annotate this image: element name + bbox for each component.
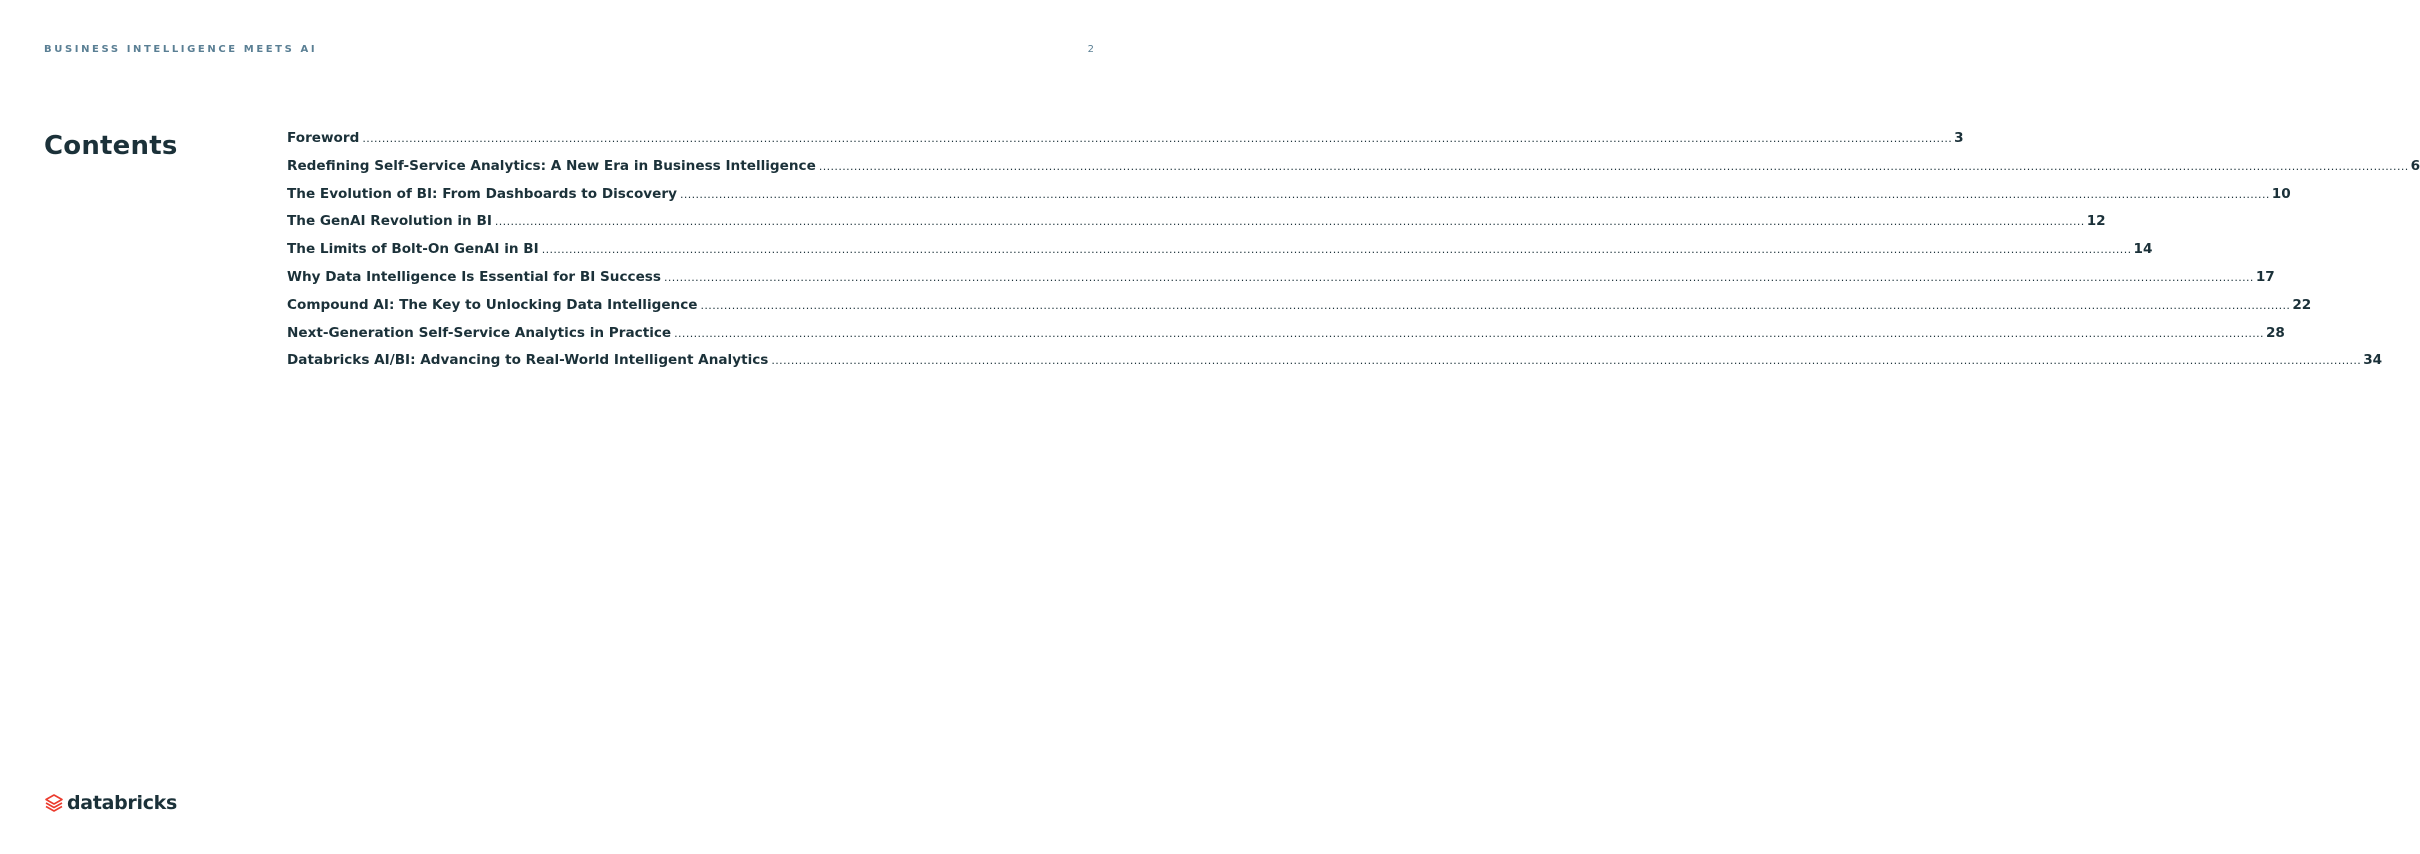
toc-dot-leader — [674, 327, 2264, 340]
toc-entry-page: 17 — [2255, 268, 2275, 285]
toc-entry-page: 10 — [2271, 185, 2291, 202]
toc-entry-title: Compound AI: The Key to Unlocking Data Intelligence — [287, 296, 698, 313]
toc-entry-limits-bolt-on[interactable] — [287, 241, 2153, 269]
toc-entry-next-generation[interactable] — [287, 324, 2285, 353]
toc-entry-genai-revolution[interactable] — [287, 213, 2106, 241]
toc-entry-page: 34 — [2363, 352, 2383, 369]
running-header: BUSINESS INTELLIGENCE MEETS AI — [44, 44, 318, 55]
toc-entry-title: The Limits of Bolt-On GenAI in BI — [287, 241, 539, 258]
toc-entry-redefining-self-service[interactable] — [287, 157, 2420, 186]
toc-entry-title: Redefining Self-Service Analytics: A New Era in Business Intelligence — [287, 157, 816, 174]
toc-entry-page: 12 — [2086, 213, 2106, 230]
databricks-logo — [44, 791, 177, 815]
page-number: 2 — [1087, 44, 1094, 55]
toc-dot-leader — [819, 160, 2409, 173]
toc-dot-leader — [771, 354, 2361, 367]
toc-entry-databricks-ai-bi[interactable] — [287, 352, 2383, 380]
toc-entry-evolution-of-bi[interactable] — [287, 185, 2291, 214]
toc-entry-compound-ai[interactable] — [287, 296, 2312, 325]
contents-title: Contents — [44, 131, 178, 161]
toc-dot-leader — [664, 271, 2254, 284]
toc-entry-title: Next-Generation Self-Service Analytics in Practice — [287, 324, 672, 341]
toc-entry-page: 6 — [2410, 157, 2420, 174]
table-of-contents — [287, 130, 2420, 380]
toc-entry-title: Databricks AI/BI: Advancing to Real-World Intelligent Analytics — [287, 352, 769, 369]
toc-dot-leader — [495, 215, 2085, 228]
toc-entry-page: 3 — [1954, 130, 1964, 146]
databricks-wordmark: databricks — [67, 792, 178, 814]
databricks-stack-icon — [44, 793, 64, 813]
toc-entry-page: 22 — [2292, 296, 2312, 313]
toc-entry-page: 28 — [2265, 324, 2285, 341]
toc-dot-leader — [542, 243, 2132, 256]
toc-entry-title: The Evolution of BI: From Dashboards to Discovery — [287, 185, 677, 202]
toc-entry-foreword[interactable] — [287, 130, 1964, 158]
toc-dot-leader — [701, 299, 2291, 312]
toc-dot-leader — [680, 188, 2270, 201]
toc-entry-title: Foreword — [287, 130, 360, 146]
toc-dot-leader — [362, 132, 1952, 145]
toc-entry-data-intelligence-essential[interactable] — [287, 268, 2275, 297]
toc-entry-title: The GenAI Revolution in BI — [287, 213, 492, 230]
toc-entry-title: Why Data Intelligence Is Essential for BI Success — [287, 268, 661, 285]
toc-entry-page: 14 — [2133, 241, 2153, 258]
